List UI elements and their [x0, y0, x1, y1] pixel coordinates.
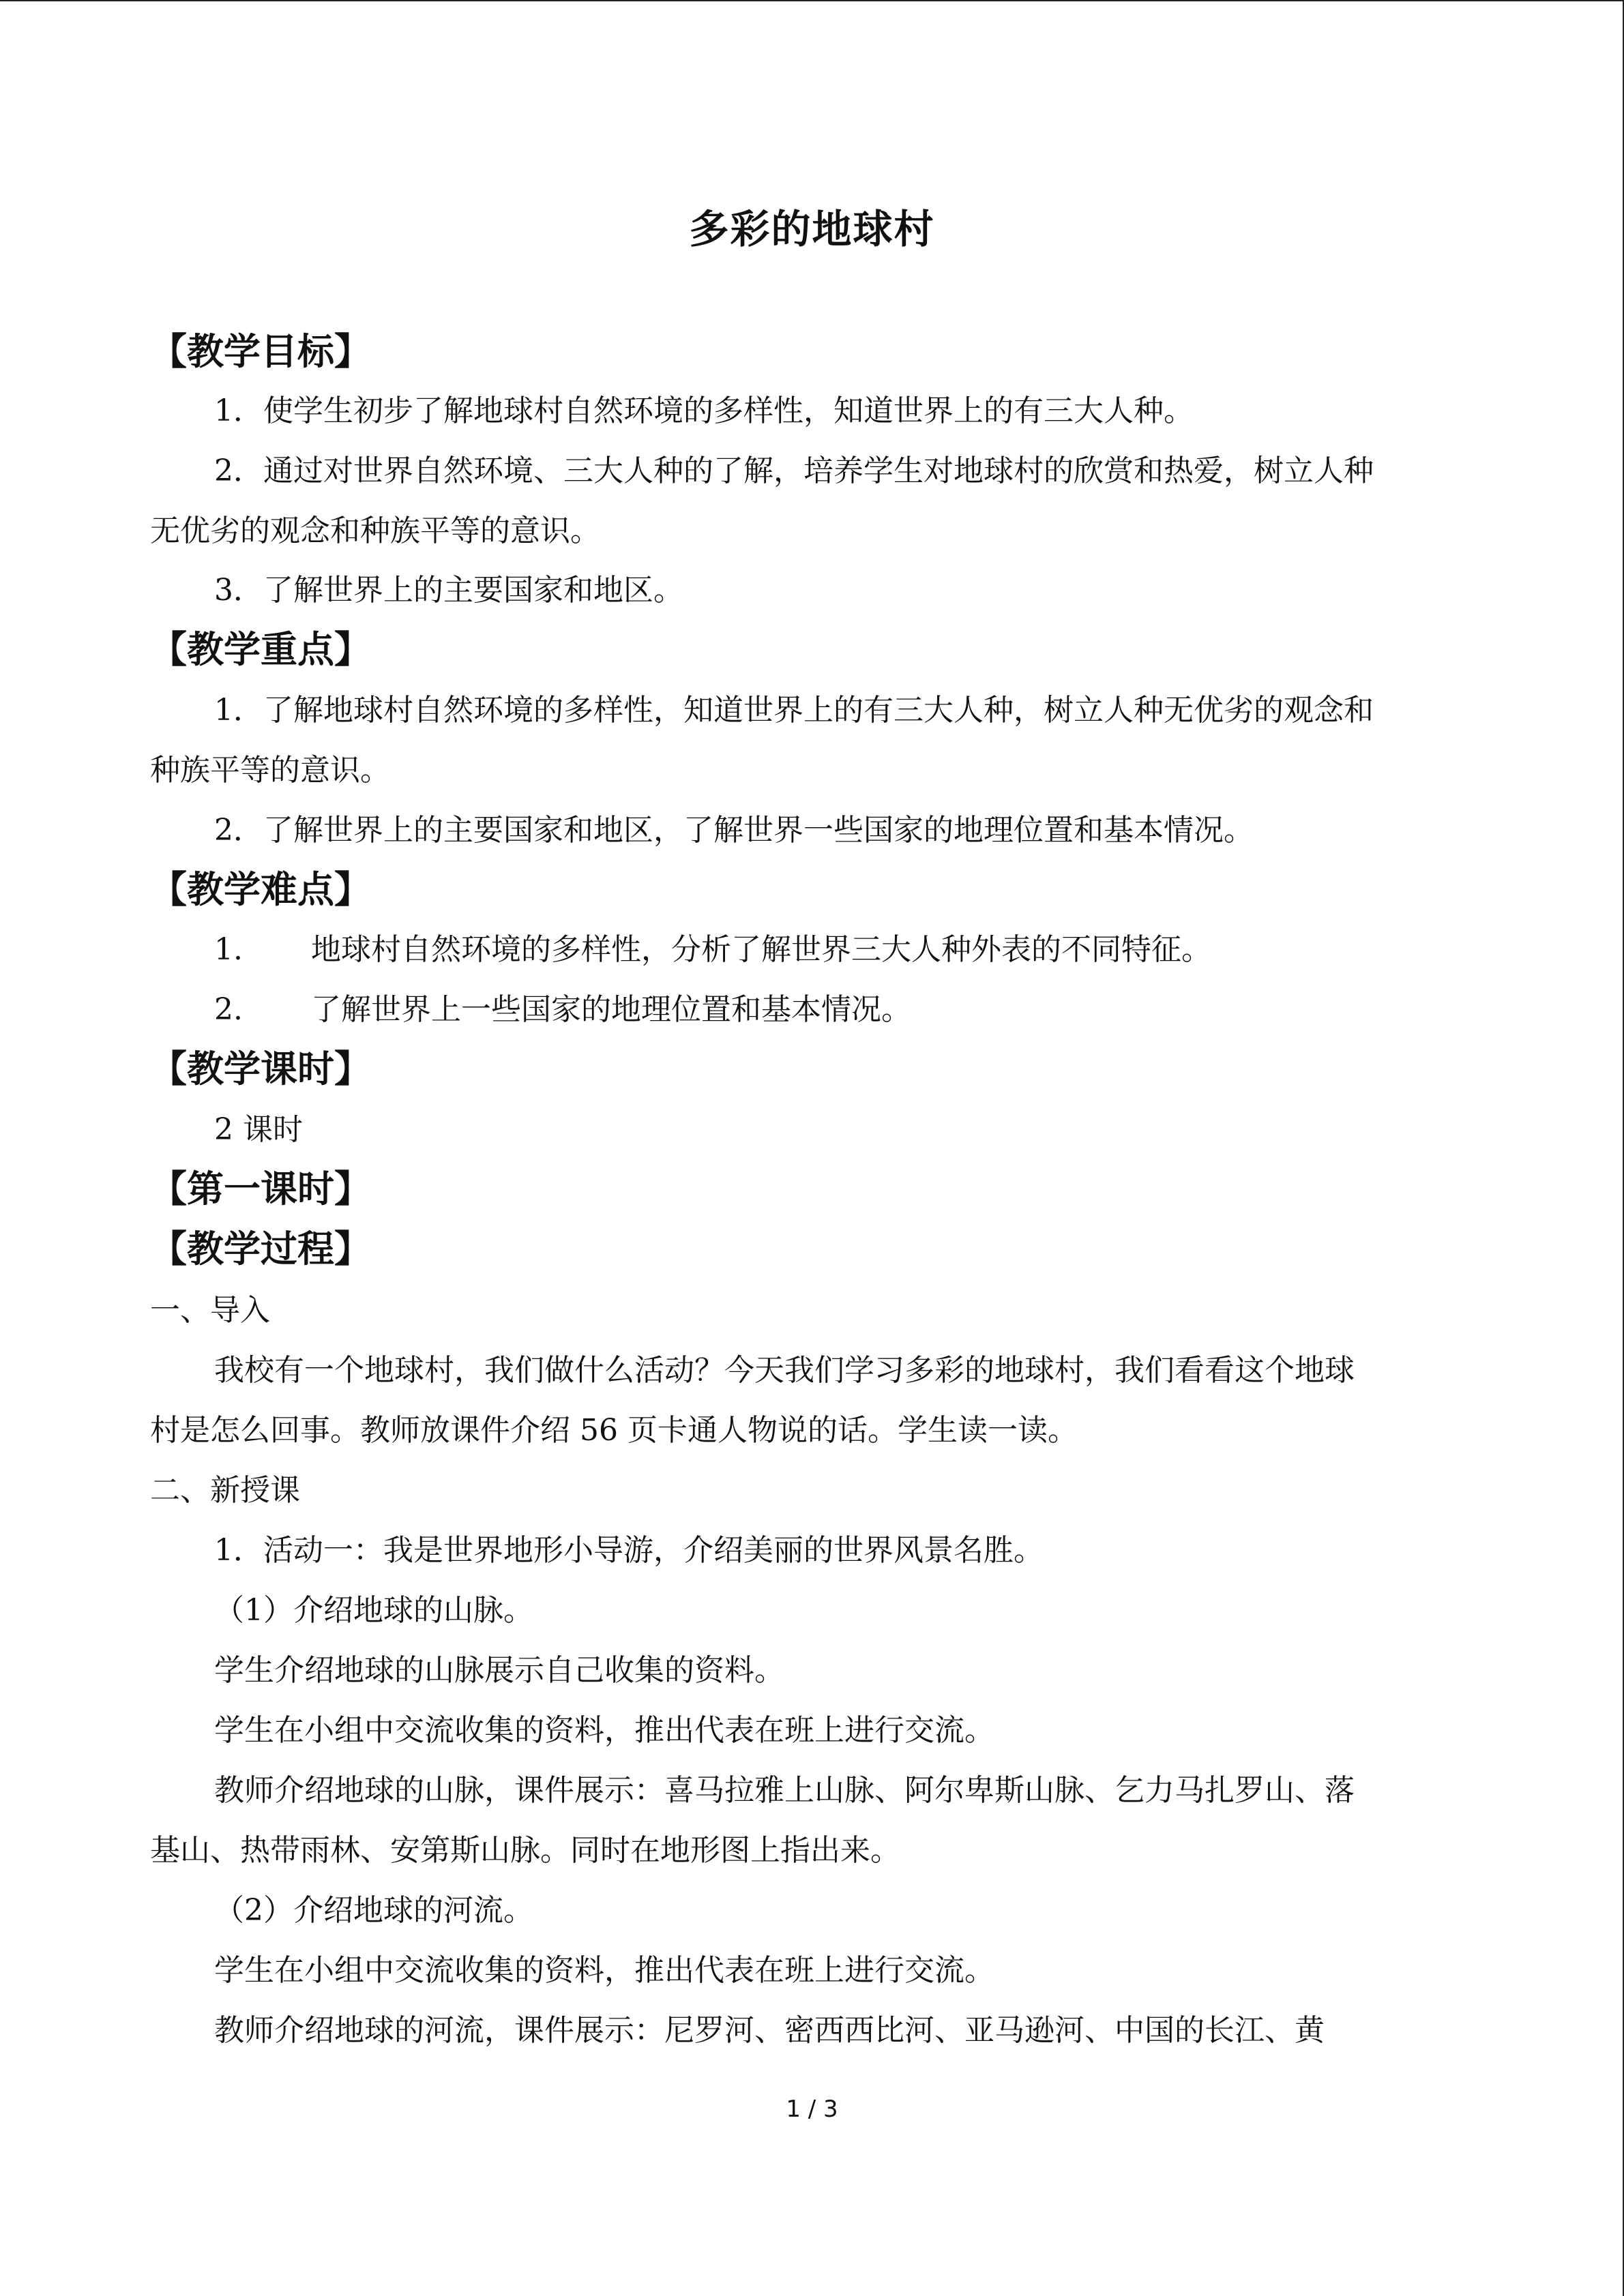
first-lesson-heading: 【第一课时】 — [150, 1167, 371, 1210]
objective-1: 1．使学生初步了解地球村自然环境的多样性，知道世界上的有三大人种。 — [214, 393, 1194, 428]
difficulty-heading: 【教学难点】 — [150, 868, 371, 911]
activity-1-part-1: （1）介绍地球的山脉。 — [214, 1593, 533, 1628]
intro-line-1: 我校有一个地球村，我们做什么活动？今天我们学习多彩的地球村，我们看看这个地球 — [214, 1353, 1355, 1388]
page-indicator: 1 / 3 — [786, 2096, 838, 2123]
difficulty-1-number: 1. — [214, 932, 243, 967]
difficulty-1-text: 地球村自然环境的多样性，分析了解世界三大人种外表的不同特征。 — [310, 932, 1211, 967]
hours-heading: 【教学课时】 — [150, 1047, 371, 1090]
activity-1: 1．活动一：我是世界地形小导游，介绍美丽的世界风景名胜。 — [214, 1533, 1044, 1568]
document-title: 多彩的地球村 — [689, 206, 935, 252]
objectives-heading: 【教学目标】 — [150, 330, 371, 373]
key-point-1-line-1: 1．了解地球村自然环境的多样性，知道世界上的有三大人种，树立人种无优劣的观念和 — [214, 693, 1374, 728]
activity-1-part-2-line-a: 学生在小组中交流收集的资料，推出代表在班上进行交流。 — [214, 1953, 994, 1988]
difficulty-2 — [214, 986, 1551, 1034]
hours-value: 2 课时 — [214, 1112, 303, 1147]
process-heading: 【教学过程】 — [150, 1227, 371, 1270]
activity-1-part-2-line-b: 教师介绍地球的河流，课件展示：尼罗河、密西西比河、亚马逊河、中国的长江、黄 — [214, 2013, 1325, 2048]
objective-2-line-1: 2．通过对世界自然环境、三大人种的了解，培养学生对地球村的欣赏和热爱，树立人种 — [214, 453, 1374, 488]
activity-1-part-2: （2）介绍地球的河流。 — [214, 1893, 533, 1928]
intro-title: 一、导入 — [150, 1293, 270, 1328]
difficulty-1 — [214, 926, 1551, 974]
intro-line-2: 村是怎么回事。教师放课件介绍 56 页卡通人物说的话。学生读一读。 — [150, 1413, 1078, 1448]
objective-2-line-2: 无优劣的观念和种族平等的意识。 — [150, 513, 600, 548]
difficulty-2-text: 了解世界上一些国家的地理位置和基本情况。 — [310, 992, 911, 1027]
new-lesson-title: 二、新授课 — [150, 1473, 300, 1508]
objective-3: 3．了解世界上的主要国家和地区。 — [214, 573, 683, 608]
key-point-2: 2．了解世界上的主要国家和地区，了解世界一些国家的地理位置和基本情况。 — [214, 813, 1254, 848]
key-point-1-line-2: 种族平等的意识。 — [150, 753, 390, 788]
page-border-top — [0, 0, 1624, 1]
activity-1-part-1-line-b: 学生在小组中交流收集的资料，推出代表在班上进行交流。 — [214, 1713, 994, 1748]
key-points-heading: 【教学重点】 — [150, 628, 371, 671]
activity-1-part-1-line-c1: 教师介绍地球的山脉，课件展示：喜马拉雅上山脉、阿尔卑斯山脉、乞力马扎罗山、落 — [214, 1773, 1355, 1808]
difficulty-2-number: 2. — [214, 992, 243, 1027]
activity-1-part-1-line-a: 学生介绍地球的山脉展示自己收集的资料。 — [214, 1653, 784, 1688]
activity-1-part-1-line-c2: 基山、热带雨林、安第斯山脉。同时在地形图上指出来。 — [150, 1833, 900, 1868]
